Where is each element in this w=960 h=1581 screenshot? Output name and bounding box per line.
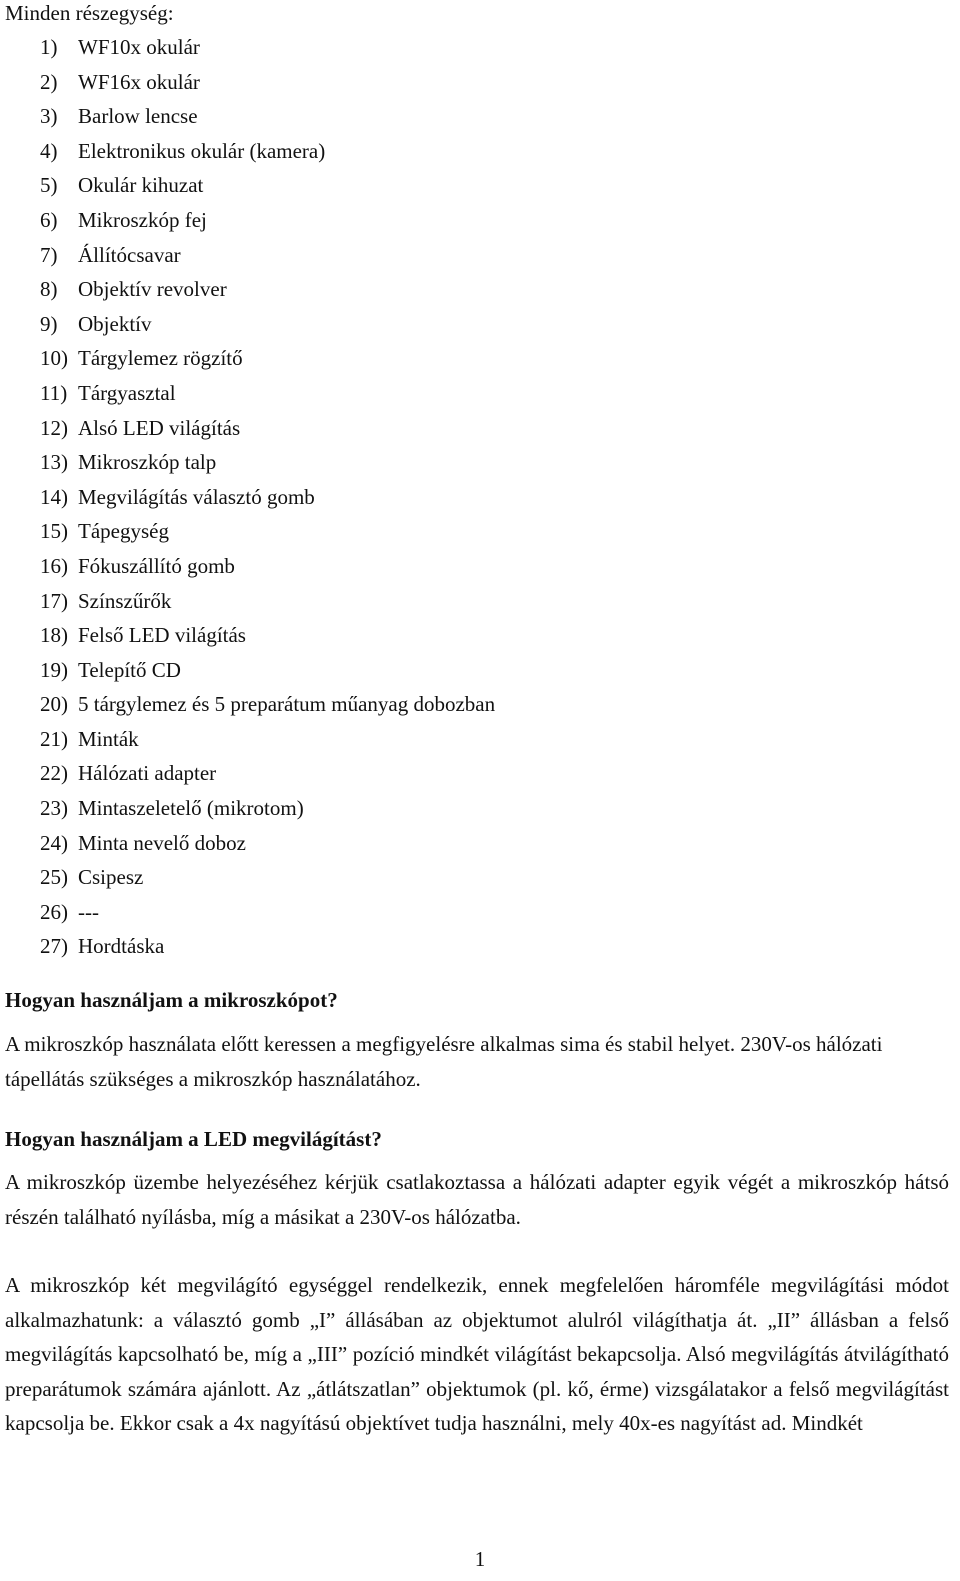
list-item-label: Tárgylemez rögzítő — [78, 346, 243, 371]
list-item-label: Telepítő CD — [78, 657, 181, 682]
list-item-number: 24) — [40, 830, 68, 855]
list-item — [40, 929, 495, 964]
list-item-label: Állítócsavar — [78, 242, 181, 267]
list-item-label: Mikroszkóp talp — [78, 450, 217, 475]
list-item-label: Barlow lencse — [78, 104, 198, 129]
parts-intro: Minden részegység: — [5, 1, 174, 25]
list-item — [40, 895, 495, 930]
list-item — [40, 584, 495, 619]
list-item — [40, 411, 495, 446]
list-item-number: 23) — [40, 796, 68, 821]
list-item — [40, 65, 495, 100]
list-item — [40, 134, 495, 169]
list-item-number: 3) — [40, 104, 58, 129]
list-item-label: Minta nevelő doboz — [78, 830, 246, 855]
list-item-number: 26) — [40, 899, 68, 924]
list-item-label: Objektív — [78, 311, 152, 336]
list-item — [40, 272, 495, 307]
list-item-number: 2) — [40, 69, 58, 94]
list-item-number: 17) — [40, 588, 68, 613]
list-item — [40, 168, 495, 203]
list-item-label: Elektronikus okulár (kamera) — [78, 138, 326, 163]
usage-paragraph: A mikroszkóp használata előtt keressen a megfigyelésre alkalmas sima és stabil helyet. 230V-os hálózati tápellátás szükséges a mikroszkóp használatához. — [5, 1032, 883, 1091]
led-paragraph-2: A mikroszkóp két megvilágító egységgel rendelkezik, ennek megfelelően háromféle megvilágítási módot alkalmazhatunk: a választó gomb „I” állásában az objektumot alulról világíthatja át. „II” állásban a felső megvilágítás kapcsolható be, míg a „III” pozíció mindkét világítást bekapcsolja. Alsó megvilágítás átvilágítható preparátumok számára ajánlott. Az „átlátszatlan” objektumok (pl. kő, érme) vizsgálatakor a felső megvilágítást kapcsolja be. Ekkor csak a 4x nagyítású objektívet tudja használni, mely 40x-es nagyítást ad. Mindkét — [5, 1273, 949, 1435]
list-item-label: Objektív revolver — [78, 277, 227, 302]
parts-list — [40, 30, 495, 964]
list-item-number: 19) — [40, 657, 68, 682]
list-item-number: 16) — [40, 553, 68, 578]
list-item — [40, 791, 495, 826]
list-item-number: 7) — [40, 242, 58, 267]
list-item — [40, 826, 495, 861]
list-item-number: 11) — [40, 380, 68, 405]
list-item-label: --- — [78, 899, 99, 924]
list-item — [40, 307, 495, 342]
list-item-label: Alsó LED világítás — [78, 415, 241, 440]
list-item-number: 25) — [40, 865, 68, 890]
list-item-label: 5 tárgylemez és 5 preparátum műanyag dobozban — [78, 692, 496, 717]
list-item-number: 1) — [40, 35, 58, 59]
list-item — [40, 687, 495, 722]
list-item-number: 14) — [40, 484, 68, 509]
list-item — [40, 653, 495, 688]
list-item-label: Csipesz — [78, 865, 144, 890]
list-item-number: 18) — [40, 623, 68, 648]
led-heading: Hogyan használjam a LED megvilágítást? — [5, 1127, 382, 1151]
list-item-label: Felső LED világítás — [78, 623, 246, 648]
list-item-label: WF10x okulár — [78, 35, 200, 59]
list-item-label: Mintaszeletelő (mikrotom) — [78, 796, 304, 821]
list-item-number: 9) — [40, 311, 58, 336]
list-item-label: Fókuszállító gomb — [78, 553, 235, 578]
list-item-number: 21) — [40, 726, 68, 751]
list-item-number: 12) — [40, 415, 68, 440]
list-item — [40, 238, 495, 273]
list-item-number: 27) — [40, 934, 68, 959]
list-item — [40, 99, 495, 134]
list-item-number: 20) — [40, 692, 68, 717]
list-item — [40, 203, 495, 238]
list-item-number: 15) — [40, 519, 68, 544]
list-item-number: 10) — [40, 346, 68, 371]
page-number: 1 — [474, 1547, 486, 1571]
list-item-number: 13) — [40, 450, 68, 475]
list-item-label: Színszűrők — [78, 588, 172, 613]
list-item — [40, 722, 495, 757]
list-item — [40, 618, 495, 653]
list-item-label: Tápegység — [78, 519, 169, 544]
list-item-label: Hordtáska — [78, 934, 165, 959]
list-item-number: 4) — [40, 138, 58, 163]
list-item-number: 8) — [40, 277, 58, 302]
list-item — [40, 514, 495, 549]
list-item — [40, 756, 495, 791]
list-item — [40, 376, 495, 411]
led-paragraph-1: A mikroszkóp üzembe helyezéséhez kérjük csatlakoztassa a hálózati adapter egyik végét a mikroszkóp hátsó részén található nyílásba, míg a másikat a 230V-os hálózatba. — [5, 1170, 949, 1229]
list-item-label: Okulár kihuzat — [78, 173, 204, 198]
list-item-label: Tárgyasztal — [78, 380, 176, 405]
list-item-number: 22) — [40, 761, 68, 786]
list-item-number: 5) — [40, 173, 58, 198]
usage-heading: Hogyan használjam a mikroszkópot? — [5, 988, 338, 1012]
list-item-label: Hálózati adapter — [78, 761, 217, 786]
list-item-label: Mikroszkóp fej — [78, 207, 207, 232]
list-item — [40, 341, 495, 376]
list-item — [40, 860, 495, 895]
list-item — [40, 549, 495, 584]
list-item — [40, 445, 495, 480]
list-item-label: WF16x okulár — [78, 69, 200, 94]
list-item-label: Minták — [78, 726, 139, 751]
list-item — [40, 480, 495, 515]
list-item-number: 6) — [40, 207, 58, 232]
list-item — [40, 30, 495, 65]
list-item-label: Megvilágítás választó gomb — [78, 484, 315, 509]
